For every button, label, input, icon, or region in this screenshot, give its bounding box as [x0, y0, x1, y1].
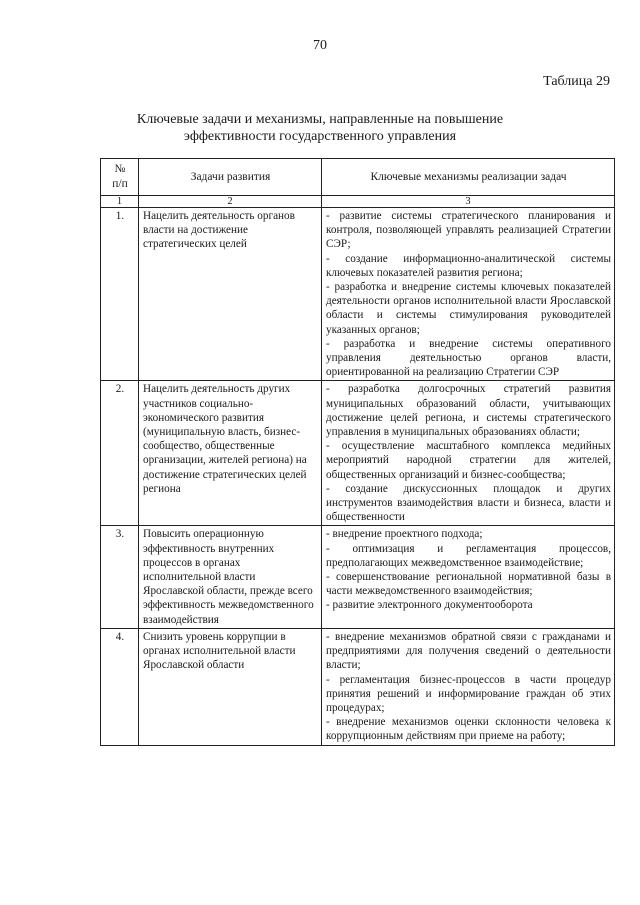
mechanisms-cell [322, 628, 615, 745]
header-tasks: Задачи развития [139, 159, 322, 196]
mechanism-item: - внедрение механизмов обратной связи с гражданами и предприятиями для получения сведений о деятельности власти; [326, 630, 611, 672]
table-caption [0, 111, 640, 145]
mechanism-item: - развитие электронного документооборота [326, 599, 533, 612]
column-number: 2 [139, 196, 322, 208]
row-number: 3. [101, 526, 139, 628]
task-cell: Нацелить деятельность других участников социально-экономического развития (муниципальную власть, бизнес-сообщество, общественные организации, жителей региона) на достижение стратегических целей региона [139, 381, 322, 526]
mechanism-item: - регламентация бизнес-процессов в части процедур принятия решений и информирование граждан об этих процедурах; [326, 673, 611, 714]
row-number: 1. [101, 208, 139, 381]
tasks-table [100, 158, 615, 746]
mechanisms-cell [322, 208, 615, 381]
column-number: 3 [322, 196, 615, 208]
task-cell: Снизить уровень коррупции в органах исполнительной власти Ярославской области [139, 628, 322, 745]
table-row [101, 628, 615, 745]
header-num-line1: № [114, 163, 126, 175]
mechanisms-cell [322, 381, 615, 526]
column-number-row [101, 196, 615, 208]
mechanism-item: - совершенствование региональной нормативной базы в части межведомственного взаимодействия; [326, 571, 611, 598]
mechanism-item: - внедрение механизмов оценки склонности человека к коррупционным действиям при приеме на работу; [326, 716, 611, 743]
header-num-line2: п/п [112, 178, 128, 190]
table-row [101, 526, 615, 628]
page-number: 70 [313, 38, 327, 53]
mechanism-item: - развитие системы стратегического планирования и контроля, позволяющей управлять реализацией Стратегии СЭР; [326, 210, 611, 251]
header-row [101, 159, 615, 196]
task-cell: Нацелить деятельность органов власти на достижение стратегических целей [139, 208, 322, 381]
table-row [101, 208, 615, 381]
row-number: 4. [101, 628, 139, 745]
caption-line-2: эффективности государственного управления [183, 129, 457, 144]
table-row [101, 381, 615, 526]
header-num [101, 159, 139, 196]
row-number: 2. [101, 381, 139, 526]
caption-line-1: Ключевые задачи и механизмы, направленные на повышение [136, 112, 504, 127]
mechanisms-cell [322, 526, 615, 628]
mechanism-item: - создание информационно-аналитической системы ключевых показателей развития региона; [326, 252, 611, 279]
mechanism-item: - оптимизация и регламентация процессов, предполагающих межведомственное взаимодействие; [326, 542, 611, 569]
header-mechanisms: Ключевые механизмы реализации задач [322, 159, 615, 196]
column-number: 1 [101, 196, 139, 208]
mechanism-item: - разработка долгосрочных стратегий развития муниципальных образований области, учитывающих достижение целей региона, и системы стратегического управления в муниципальных образованиях области; [326, 383, 611, 439]
table-label: Таблица 29 [543, 74, 610, 89]
mechanism-item: - осуществление масштабного комплекса медийных мероприятий народной стратегии для жителей, общественных организаций и бизнес-сообщества; [326, 440, 611, 481]
mechanism-item: - внедрение проектного подхода; [326, 528, 483, 541]
mechanism-item: - разработка и внедрение системы ключевых показателей деятельности органов исполнительной власти Ярославской области и системы стимулирования руководителей указанных органов; [326, 281, 611, 336]
mechanism-item: - создание дискуссионных площадок и других инструментов взаимодействия власти и бизнеса, власти и общественности [326, 482, 611, 524]
task-cell: Повысить операционную эффективность внутренних процессов в органах исполнительной власти Ярославской области, прежде всего эффективность межведомственного взаимодействия [139, 526, 322, 628]
mechanism-item: - разработка и внедрение системы оперативного управления деятельностью органов власти, ориентированной на реализацию Стратегии СЭР [326, 337, 611, 379]
